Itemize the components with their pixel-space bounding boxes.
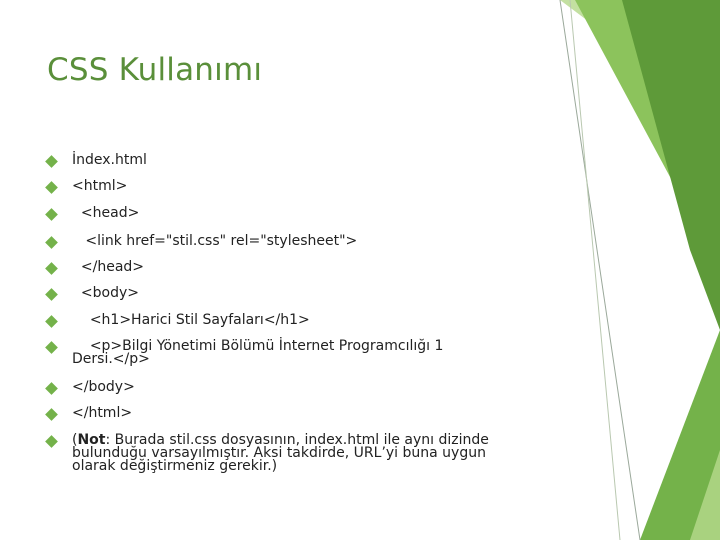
bullet-text-note <box>72 434 532 473</box>
bullet-text: <html> <box>72 178 128 194</box>
note-body: : Burada stil.css dosyasının, index.html ile aynı dizinde bulunduğu varsayılmıştır. Aksi takdirde, URL’yi buna uygun olarak değiştirmeniz gerekir.) <box>72 432 494 474</box>
bullet-text: </body> <box>72 379 135 395</box>
slide-title: CSS Kullanımı <box>47 52 263 88</box>
bullet-text: </head> <box>72 259 145 275</box>
bullet-text: <p>Bilgi Yönetimi Bölümü İnternet Programcılığı 1 Dersi.</p> <box>72 338 444 367</box>
bullet-text: İndex.html <box>72 152 147 168</box>
bullet-text: <body> <box>72 285 139 301</box>
note-label: Not <box>77 432 106 448</box>
bullet-text: <h1>Harici Stil Sayfaları</h1> <box>72 312 310 328</box>
bullet-text: <link href="stil.css" rel="stylesheet"> <box>72 233 358 249</box>
deco-line-2 <box>570 0 620 540</box>
note-open-paren: ( <box>72 432 78 448</box>
deco-dark-shape <box>622 0 720 330</box>
bullet-text: <head> <box>72 205 140 221</box>
bullet-text: </html> <box>72 405 133 421</box>
